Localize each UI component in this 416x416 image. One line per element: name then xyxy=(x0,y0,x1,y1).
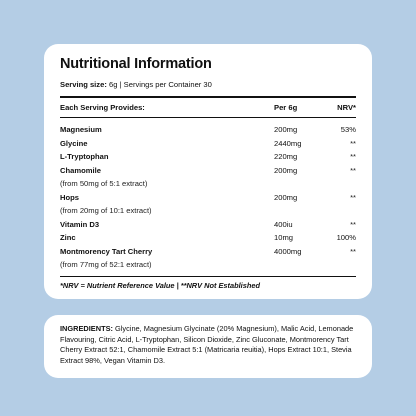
table-row-note xyxy=(60,258,356,272)
nutrient-name: (from 50mg of 5:1 extract) xyxy=(60,179,148,188)
nutrient-amount: 2440mg xyxy=(274,138,302,148)
table-row xyxy=(60,150,356,164)
nutrient-name: L-Tryptophan xyxy=(60,152,109,161)
nutrient-nrv: ** xyxy=(350,246,356,256)
ingredients-text xyxy=(60,324,356,366)
header-nrv: NRV* xyxy=(337,103,356,112)
nutrient-amount: 200mg xyxy=(274,192,298,202)
nutrient-nrv: ** xyxy=(350,165,356,175)
nutrition-panel xyxy=(44,44,372,299)
table-row-note xyxy=(60,177,356,191)
ingredients-label: INGREDIENTS: xyxy=(60,324,113,333)
ingredients-list: Glycine, Magnesium Glycinate (20% Magnesium), Malic Acid, Lemonade Flavouring, Citric Acid, L-Tryptophan, Silicon Dioxide, Zinc Gluconate, Montmorency Tart Cherry Extract 52:1, Chamomile Extract 5:1 (Matricaria reuitia), Hops Extract 10:1, Stevia Extract 98%, Vegan Vitamin D3. xyxy=(60,324,354,365)
nutrient-amount: 10mg xyxy=(274,233,293,242)
table-row-note xyxy=(60,204,356,218)
nutrient-nrv: ** xyxy=(350,219,356,229)
nutrient-name: (from 20mg of 10:1 extract) xyxy=(60,206,152,215)
nutrient-amount: 200mg xyxy=(274,125,298,134)
table-row xyxy=(60,218,356,232)
footnote: *NRV = Nutrient Reference Value | **NRV Not Established xyxy=(60,280,260,290)
nutrient-name: Hops xyxy=(60,192,79,202)
nutrient-nrv: 100% xyxy=(336,233,356,242)
serving-info: Serving size: 6g | Servings per Container 30 xyxy=(60,80,212,89)
nutrient-amount: 220mg xyxy=(274,152,298,161)
nutrient-name: Vitamin D3 xyxy=(60,219,100,229)
table-row xyxy=(60,245,356,259)
servings-per-container: Servings per Container 30 xyxy=(123,80,212,89)
nutrient-nrv: ** xyxy=(350,152,356,161)
header-name: Each Serving Provides: xyxy=(60,103,145,112)
nutrient-name: (from 77mg of 52:1 extract) xyxy=(60,260,152,269)
serving-size-value: 6g xyxy=(108,80,118,89)
nutrient-name: Glycine xyxy=(60,138,88,148)
nutrient-amount: 200mg xyxy=(274,165,298,175)
table-row xyxy=(60,164,356,178)
nutrient-amount: 4000mg xyxy=(274,246,302,256)
nutrient-nrv: ** xyxy=(350,138,356,148)
table-row xyxy=(60,123,356,137)
nutrient-nrv: ** xyxy=(350,192,356,202)
nutrient-name: Montmorency Tart Cherry xyxy=(60,246,153,256)
serving-size-label: Serving size: xyxy=(60,80,107,89)
header-per: Per 6g xyxy=(274,103,298,112)
nutrient-name: Magnesium xyxy=(60,125,102,134)
table-header xyxy=(60,98,356,117)
panel-title: Nutritional Information xyxy=(60,56,212,72)
table-row xyxy=(60,137,356,151)
nutrient-rows xyxy=(60,118,356,276)
ingredients-panel xyxy=(44,315,372,378)
nutrient-name: Zinc xyxy=(60,233,76,242)
table-row xyxy=(60,231,356,245)
table-row xyxy=(60,191,356,205)
nutrient-name: Chamomile xyxy=(60,165,101,175)
nutrient-amount: 400iu xyxy=(274,219,293,229)
nutrient-nrv: 53% xyxy=(340,125,356,134)
